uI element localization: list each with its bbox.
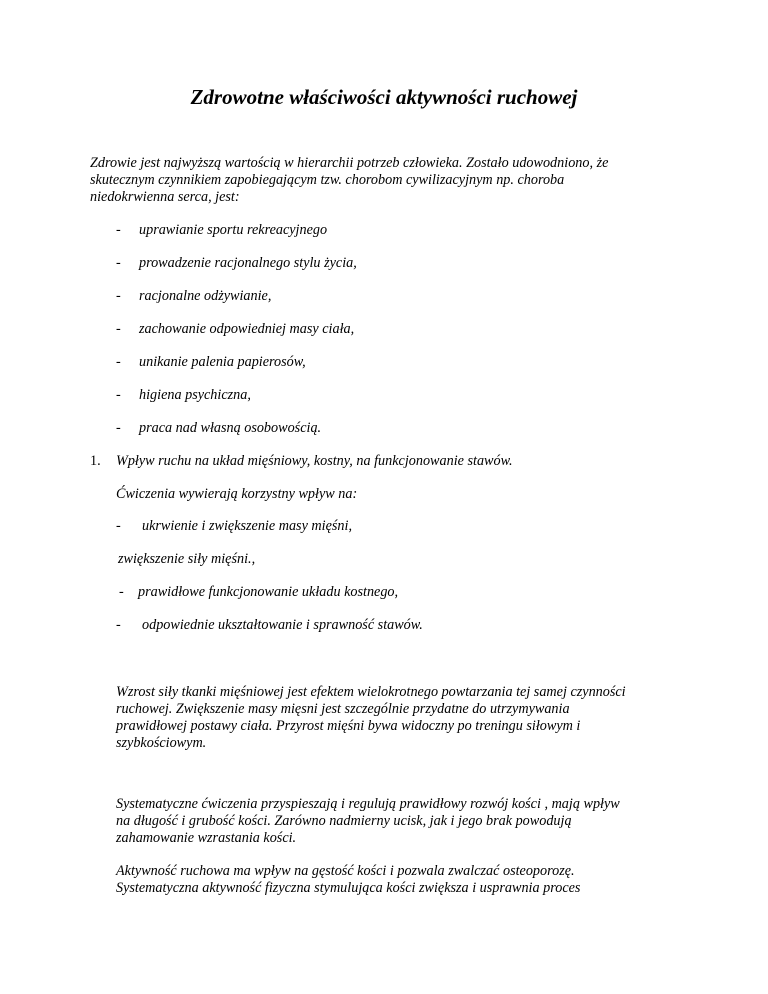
paragraph-2-line-2: na długość i grubość kości. Zarówno nadmierny ucisk, jak i jego brak powodują	[116, 813, 572, 829]
paragraph-2-line-3: zahamowanie wzrastania kości.	[116, 830, 297, 846]
bullet-dash: -	[116, 420, 121, 436]
section-heading: Wpływ ruchu na układ mięśniowy, kostny, na funkcjonowanie stawów.	[116, 453, 513, 469]
intro-line-1: Zdrowie jest najwyższą wartością w hierarchii potrzeb człowieka. Zostało udowodniono, że	[90, 155, 609, 171]
bullet-dash: -	[119, 584, 124, 600]
intro-bullet-5: unikanie palenia papierosów,	[139, 354, 306, 370]
intro-bullet-2: prowadzenie racjonalnego stylu życia,	[139, 255, 357, 271]
section-number: 1.	[90, 453, 101, 469]
intro-bullet-6: higiena psychiczna,	[139, 387, 251, 403]
bullet-dash: -	[116, 617, 121, 633]
bullet-dash: -	[116, 321, 121, 337]
bullet-dash: -	[116, 255, 121, 271]
paragraph-1-line-2: ruchowej. Zwiększenie masy mięsni jest szczególnie przydatne do utrzymywania	[116, 701, 570, 717]
section-bullet-1: ukrwienie i zwiększenie masy mięśni,	[142, 518, 353, 534]
paragraph-3-line-2: Systematyczna aktywność fizyczna stymulująca kości zwiększa i usprawnia proces	[116, 880, 581, 896]
section-lead: Ćwiczenia wywierają korzystny wpływ na:	[116, 486, 358, 502]
bullet-dash: -	[116, 222, 121, 238]
document-title: Zdrowotne właściwości aktywności ruchowej	[190, 85, 578, 109]
paragraph-1-line-4: szybkościowym.	[116, 735, 207, 751]
section-bullet-3: odpowiednie ukształtowanie i sprawność stawów.	[142, 617, 423, 633]
bullet-dash: -	[116, 288, 121, 304]
intro-line-3: niedokrwienna serca, jest:	[90, 189, 240, 205]
bullet-dash: -	[116, 518, 121, 534]
intro-bullet-4: zachowanie odpowiedniej masy ciała,	[139, 321, 355, 337]
paragraph-1-line-3: prawidłowej postawy ciała. Przyrost mięśni bywa widoczny po treningu siłowym i	[116, 718, 581, 734]
paragraph-1-line-1: Wzrost siły tkanki mięśniowej jest efektem wielokrotnego powtarzania tej samej czynności	[116, 684, 626, 700]
bullet-dash: -	[116, 354, 121, 370]
paragraph-2-line-1: Systematyczne ćwiczenia przyspieszają i regulują prawidłowy rozwój kości , mają wpływ	[116, 796, 620, 812]
intro-bullet-7: praca nad własną osobowością.	[139, 420, 322, 436]
intro-line-2: skutecznym czynnikiem zapobiegającym tzw. chorobom cywilizacyjnym np. choroba	[90, 172, 565, 188]
paragraph-3-line-1: Aktywność ruchowa ma wpływ na gęstość kości i pozwala zwalczać osteoporozę.	[116, 863, 575, 879]
section-bullet-2: prawidłowe funkcjonowanie układu kostnego,	[138, 584, 399, 600]
intro-bullet-1: uprawianie sportu rekreacyjnego	[139, 222, 328, 238]
section-plain-item: zwiększenie siły mięśni.,	[118, 551, 256, 567]
intro-bullet-3: racjonalne odżywianie,	[139, 288, 272, 304]
bullet-dash: -	[116, 387, 121, 403]
